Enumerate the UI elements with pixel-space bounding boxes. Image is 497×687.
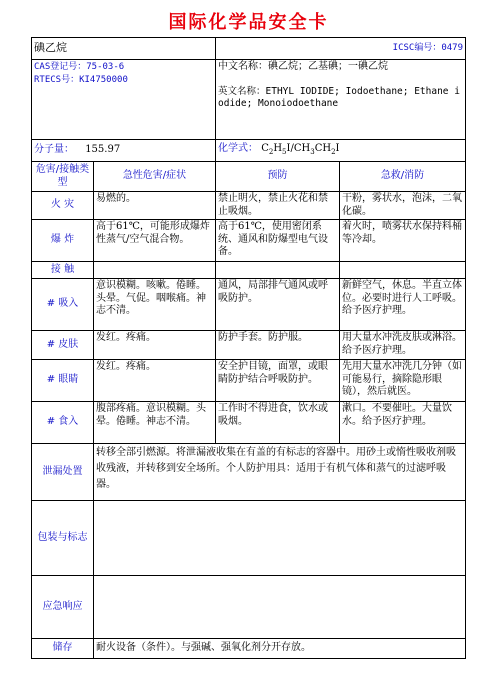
eyes-firstaid: 先用大量水冲洗几分钟（如可能易行，摘除隐形眼镜），然后就医。 — [340, 360, 466, 402]
safety-card-table — [31, 37, 466, 659]
inhalation-firstaid: 新鲜空气，休息。半直立体位。必要时进行人工呼吸。给予医疗护理。 — [340, 279, 466, 331]
registry-cell — [32, 60, 216, 140]
header-hazard-type: 危害/接触类型 — [32, 162, 94, 192]
row-label-skin: # 皮肤 — [32, 331, 94, 360]
header-firstaid: 急救/消防 — [340, 162, 466, 192]
header-prevention: 预防 — [216, 162, 340, 192]
chemical-name-cell — [32, 38, 216, 60]
row-label-eyes: # 眼睛 — [32, 360, 94, 402]
names-cell — [216, 60, 466, 140]
fire-firstaid: 干粉，雾状水，泡沫，二氧化碳。 — [340, 192, 466, 220]
formula-value: $C_2H_5I/CH_3CH_2I$ — [261, 142, 340, 156]
storage-text: 耐火设备（条件）。与强碱、强氧化剂分开存放。 — [94, 639, 466, 659]
packaging-text — [94, 501, 466, 576]
chinese-name: 中文名称：碘乙烷；乙基碘；一碘乙烷 — [218, 61, 388, 72]
skin-firstaid: 用大量水冲洗皮肤或淋浴。给予医疗护理。 — [340, 331, 466, 360]
row-label-storage: 储存 — [32, 639, 94, 659]
ingestion-prevention: 工作时不得进食，饮水或吸烟。 — [216, 402, 340, 444]
skin-prevention: 防护手套。防护服。 — [216, 331, 340, 360]
ingestion-acute: 腹部疼痛。意识模糊。头晕。倦睡。神志不清。 — [94, 402, 216, 444]
formula-cell — [216, 140, 466, 162]
row-label-contact: 接 触 — [32, 262, 94, 279]
ingestion-firstaid: 漱口。不要催吐。大量饮水。给予医疗护理。 — [340, 402, 466, 444]
formula-label: 化学式： — [218, 142, 258, 154]
row-label-emergency: 应急响应 — [32, 576, 94, 639]
icsc-cell — [216, 38, 466, 60]
mw-value: 155.97 — [85, 144, 121, 156]
contact-acute — [94, 262, 216, 279]
row-label-fire: 火 灾 — [32, 192, 94, 220]
spill-text: 转移全部引燃源。将泄漏液收集在有盖的有标志的容器中。用砂土或惰性吸收剂吸收残液，并转移到安全场所。个人防护用具：适用于有机气体和蒸气的过滤呼吸器。 — [94, 444, 466, 501]
row-label-explosion: 爆 炸 — [32, 220, 94, 262]
row-label-spill: 泄漏处置 — [32, 444, 94, 501]
emergency-text — [94, 576, 466, 639]
inhalation-prevention: 通风，局部排气通风或呼吸防护。 — [216, 279, 340, 331]
contact-firstaid — [340, 262, 466, 279]
english-name: 英文名称：ETHYL IODIDE; Iodoethane; Ethane iodide; Monoiodoethane — [218, 85, 460, 109]
skin-acute: 发红。疼痛。 — [94, 331, 216, 360]
icsc-number: ICSC编号：0479 — [392, 43, 464, 54]
inhalation-acute: 意识模糊。咳嗽。倦睡。头晕。气促。咽喉痛。神志不清。 — [94, 279, 216, 331]
row-label-ingestion: # 食入 — [32, 402, 94, 444]
explosion-acute: 高于61℃，可能形成爆炸性蒸气/空气混合物。 — [94, 220, 216, 262]
fire-acute: 易燃的。 — [94, 192, 216, 220]
row-label-inhalation: # 吸入 — [32, 279, 94, 331]
explosion-prevention: 高于61℃，使用密闭系统、通风和防爆型电气设备。 — [216, 220, 340, 262]
chemical-name: 碘乙烷 — [34, 41, 67, 55]
row-label-packaging: 包装与标志 — [32, 501, 94, 576]
explosion-firstaid: 着火时，喷雾状水保持料桶等冷却。 — [340, 220, 466, 262]
contact-prevention — [216, 262, 340, 279]
eyes-acute: 发红。疼痛。 — [94, 360, 216, 402]
header-acute: 急性危害/症状 — [94, 162, 216, 192]
rtecs-number: RTECS号：KI4750000 — [34, 74, 128, 85]
molecular-weight-cell — [32, 140, 216, 162]
eyes-prevention: 安全护目镜，面罩，或眼睛防护结合呼吸防护。 — [216, 360, 340, 402]
cas-number: CAS登记号：75-03-6 — [34, 62, 125, 72]
card-title: 国际化学品安全卡 — [168, 12, 329, 33]
fire-prevention: 禁止明火，禁止火花和禁止吸烟。 — [216, 192, 340, 220]
mw-label: 分子量： — [34, 144, 74, 156]
